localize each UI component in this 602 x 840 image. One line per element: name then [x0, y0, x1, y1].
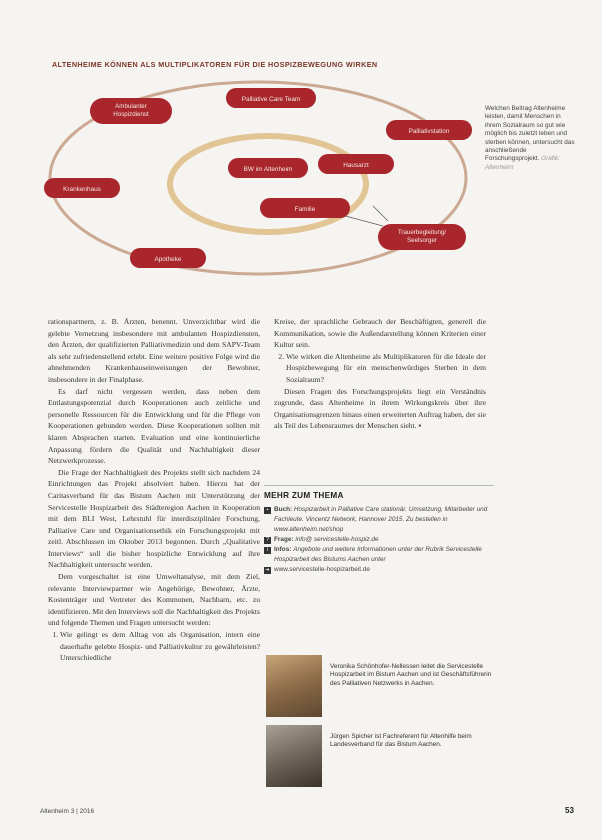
info-entry: [264, 545, 494, 565]
label-hausarzt: Hausarzt: [343, 162, 369, 169]
author-photo-1: [266, 655, 322, 717]
node-ambulanter: [90, 98, 172, 124]
label-familie: Familie: [294, 206, 316, 213]
label-palliativstation: Palliativstation: [408, 128, 450, 135]
node-krankenhaus: [44, 178, 120, 198]
info-label: Infos:: [274, 546, 292, 553]
book-text: Hospizarbeit in Palliative Care stationär. Umsetzung, Mitarbeiter und Fachleute. Vincentz Network, Hannover 2015. Zu bestellen in www.altenheim.net/shop: [274, 506, 488, 533]
web-link[interactable]: www.servicestelle-hospizarbeit.de: [274, 566, 370, 573]
paragraph: Dem vorgeschaltet ist eine Umweltanalyse, mit dem Ziel, relevante Interviewpartner wie Angehörige, Bewohner, Ärzte, Kostenträger und Vertreter des Kommunen, Nachbarn, etc. zu identifizieren. Mit den Interviews soll die Nachhaltigkeit des Projekts und folgende Themen und Fragen untersucht werden:: [48, 572, 260, 628]
question-list-continued: [274, 351, 486, 386]
node-palliative-care-team: [226, 88, 316, 108]
node-trauerbegleitung: [378, 224, 466, 250]
list-item: 1. Wie gelingt es dem Alltag von als Organisation, intern eine dauerhafte gelebte Hospiz- und Palliativkultur zu gewährleisten? Unterschiedliche: [60, 629, 260, 664]
svg-text:AmbulanterHospizdienst: Ambulanter Hospizdienst: [113, 103, 149, 118]
label-palliative-care-team: Palliative Care Team: [241, 96, 301, 103]
label-bw-altenheim: BW im Altenheim: [243, 166, 293, 173]
author-photo-2: [266, 725, 322, 787]
label-krankenhaus: Krankenhaus: [63, 186, 101, 193]
paragraph: [274, 386, 486, 432]
label-apotheke: Apotheke: [154, 256, 182, 263]
node-palliativstation: [386, 120, 472, 140]
end-mark: ▪: [418, 421, 422, 431]
caption-text: Welchen Beitrag Altenheime leisten, damit Menschen in ihrem Sozialraum so gut wie möglich bis zuletzt leben und sterben können, untersucht das anschließende Forschungsprojekt.: [485, 105, 575, 163]
arrow-icon: ➔: [265, 566, 270, 573]
article-column-1: [48, 316, 260, 664]
list-item: 2. Wie wirken die Altenheime als Multiplikatoren für die Ideale der Hospizbewegung für ein menschenwürdiges Sterben in dem Sozialraum?: [286, 351, 486, 386]
info-text: Angebote und weitere Informationen unter der Rubrik Servicestelle Hospizarbeit des Bistums Aachen unter: [274, 546, 482, 563]
mehr-zum-thema-box: [264, 485, 494, 575]
footer-publication: Altenheim 3 | 2016: [40, 808, 95, 815]
paragraph: Es darf nicht vergessen werden, dass neben dem Entlastungspotenzial durch Kooperationen auch zeitliche und personelle Ressourcen für die Entwicklung und für die Pflege von Kooperationen gebunden werden. Diese Kooperationen sollten mit klaren Absprachen starten. Evaluation und eine kontinuierliche Anpassung fördern die Qualität und Nachhaltigkeit dieser Netzwerkprozesse.: [48, 386, 260, 466]
author-bio-2: Jürgen Spicher ist Fachreferent für Altenhilfe beim Landesverband für das Bistum Aachen.: [330, 733, 472, 749]
book-label: Buch:: [274, 506, 293, 513]
paragraph: rationspartnern, z. B. Ärzten, benennt. Unverzichtbar wird die gelebte Vernetzung insbesondere mit ambulanten Hospizdiensten, den Ärzten, der qualifizierten Palliativmedizin und dem SAPV-Team als sehr zufriedenstellend erlebt. Eine weitere positive Folge wird die abnehmenden Krankenhauseinweisungen der Bewohner, insbesondere in der Finalphase.: [48, 317, 260, 384]
question-label: Frage:: [274, 536, 294, 543]
article-column-2: [274, 316, 486, 432]
author-bio-1: Veronika Schönhofer-Nellessen leitet die Servicestelle Hospizarbeit im Bistum Aachen und ist Geschäftsführerin des Palliativen Netzwerks in Aachen.: [330, 663, 492, 687]
paragraph: Die Frage der Nachhaltigkeit des Projekts stellt sich nachdem 24 Einrichtungen das Projekt absolviert haben. Hierzu hat der Caritasverband für das Bistum Aachen mit Unterstützung der Servicestelle Hospizarbeit des Städteregion Aachen in Kooperation mit dem BLI West, Lehrstuhl für interdisziplinäre Forschung, Palliative Care und Organisationsethik ein Forschungsprojekt mit zeitl. Abschlussen im Oktober 2013 begonnen. Durch „Qualitative Interviews“ soll die bisher hospizliche Entwicklung auf ihre Nachhaltigkeit untersucht werden.: [48, 467, 260, 570]
book-entry: [264, 505, 494, 535]
svg-text:Trauerbegleitung/Seelsorger: Trauerbegleitung/ Seelsorger: [397, 229, 447, 244]
box-heading: MEHR ZUM THEMA: [264, 485, 494, 500]
caption-source: Grafik: Altenheim: [485, 155, 560, 171]
book-icon: ▪: [264, 507, 271, 514]
node-familie: [260, 198, 350, 218]
page-number: 53: [565, 806, 574, 815]
figure-title: ALTENHEIME KÖNNEN ALS MULTIPLIKATOREN FÜR DIE HOSPIZBEWEGUNG WIRKEN: [52, 60, 378, 69]
node-bw-altenheim: [228, 158, 308, 178]
question-list: [48, 629, 260, 664]
figure-caption: [485, 105, 577, 172]
info-icon: i: [264, 547, 271, 554]
network-diagram: [38, 76, 478, 286]
paragraph-text: Diesen Fragen des Forschungsprojekts liegt ein Verständnis zugrunde, dass Altenheime in ihrem Wirkungskreis über ihre Organisationsgrenzen hinaus einen erweiterten Auftrag haben, der sie als Teil des Lebensraumes der Menschen sieht.: [274, 386, 486, 431]
node-hausarzt: [318, 154, 394, 174]
question-entry: [264, 535, 494, 545]
node-apotheke: [130, 248, 206, 268]
web-entry: [264, 565, 494, 575]
paragraph: Kreise, der sprachliche Gebrauch der Beschäftigten, generell die Kommunikation, sowie die Außendarstellung können Kriterien einer Kultur sein.: [274, 317, 486, 350]
question-icon: ?: [264, 537, 271, 544]
question-email-link[interactable]: info@ servicestelle-hospiz.de: [295, 536, 379, 543]
